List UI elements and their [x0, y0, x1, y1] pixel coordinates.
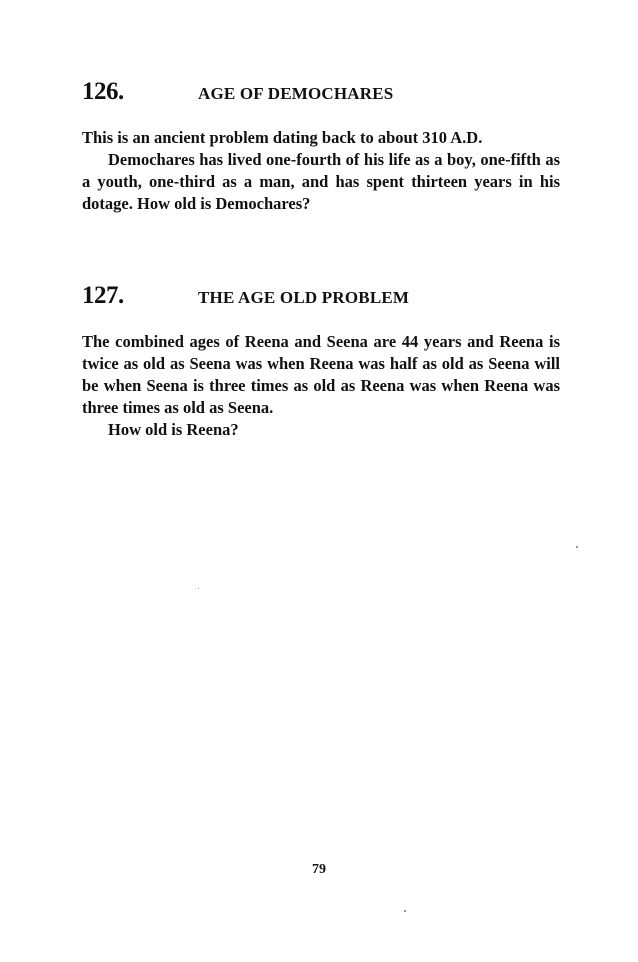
problem-heading [82, 282, 560, 316]
problem-127 [82, 282, 560, 441]
problem-body [82, 127, 560, 215]
scan-speck [198, 588, 199, 589]
problem-paragraph: This is an ancient problem dating back to about 310 A.D. [82, 128, 483, 147]
problem-number: 126. [82, 78, 124, 105]
problem-title: THE AGE OLD PROBLEM [198, 288, 410, 307]
problem-paragraph: How old is Reena? [108, 420, 239, 439]
problem-heading [82, 78, 560, 112]
problem-body [82, 331, 560, 441]
scan-speck [576, 546, 578, 548]
page-number: 79 [312, 862, 326, 877]
problem-number: 127. [82, 282, 124, 309]
problem-title: AGE OF DEMOCHARES [198, 84, 394, 103]
problem-paragraph: Demochares has lived one-fourth of his life as a boy, one-fifth as a youth, one-third as a man, and has spent thirteen years in his dotage. How old is Demochares? [82, 150, 560, 213]
problem-paragraph: The combined ages of Reena and Seena are 44 years and Reena is twice as old as Seena was when Reena was half as old as Seena will be when Seena is three times as old as Reena was when Reena was three times as old as Seena. [82, 332, 560, 417]
problem-126 [82, 78, 560, 215]
scan-speck [404, 910, 406, 912]
